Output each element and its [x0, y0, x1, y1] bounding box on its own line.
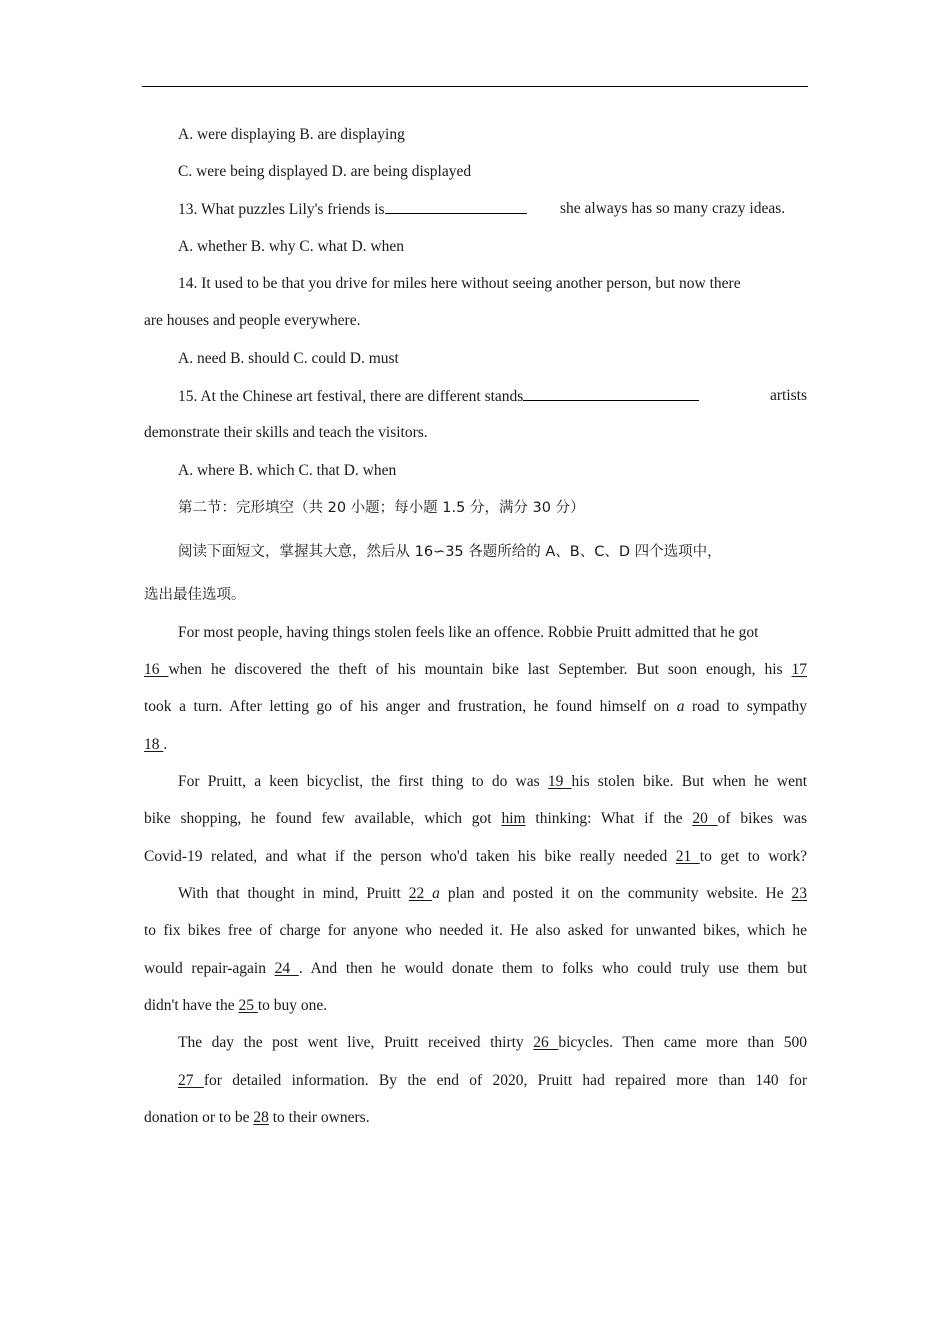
passage-p3-line4 — [144, 996, 807, 1016]
italic-article: a — [432, 885, 440, 902]
q14-stem-line2: are houses and people everywhere. — [144, 312, 361, 329]
passage-text: his stolen bike. But when he went — [571, 773, 808, 790]
q15-stem — [178, 386, 807, 407]
passage-p3-line2: to fix bikes free of charge for anyone who needed it. He also asked for unwanted bikes, which he — [144, 922, 807, 939]
passage-p3-line1 — [178, 884, 807, 904]
passage-p4-line3 — [144, 1108, 807, 1128]
passage-text: to buy one. — [257, 997, 328, 1014]
passage-text: . — [163, 736, 168, 753]
passage-p1-line4 — [144, 735, 807, 755]
passage-p3-line3 — [144, 959, 807, 979]
passage-text: road to sympathy — [692, 698, 807, 715]
passage-text: of bikes was — [717, 810, 808, 827]
q15-stem-after: artists — [769, 387, 807, 404]
blank-20: 20 — [692, 810, 718, 827]
section2-instruction-line1: 阅读下面短文，掌握其大意，然后从 16∽35 各题所给的 A、B、C、D 四个选项中， — [178, 544, 722, 560]
section2-heading: 第二节：完形填空（共 20 小题；每小题 1.5 分，满分 30 分） — [178, 500, 585, 516]
passage-text: donation or to be — [144, 1109, 250, 1126]
passage-p2-line1 — [178, 772, 807, 792]
passage-text: for detailed information. By the end of 2020, Pruitt had repaired more than 140 for — [203, 1072, 807, 1089]
blank-19: 19 — [547, 773, 572, 790]
passage-text: to their owners. — [272, 1109, 370, 1126]
passage-text: The day the post went live, Pruitt received thirty — [178, 1034, 524, 1051]
q14-stem-line1: 14. It used to be that you drive for miles here without seeing another person, but now there — [178, 275, 741, 292]
passage-text: took a turn. After letting go of his anger and frustration, he found himself on — [144, 698, 670, 715]
q12-options-line2: C. were being displayed D. are being displayed — [178, 163, 472, 180]
blank-23: 23 — [791, 885, 808, 902]
passage-p1-line3 — [144, 697, 807, 717]
q13-stem-before: 13. What puzzles Lily's friends is — [178, 201, 385, 218]
passage-text: would repair-again — [144, 960, 266, 977]
underlined-him: him — [501, 810, 526, 827]
passage-p2-line2 — [144, 809, 807, 829]
q15-options: A. where B. which C. that D. when — [178, 462, 397, 479]
passage-text: to get to work? — [699, 848, 807, 865]
header-rule — [142, 86, 808, 87]
q15-stem-line2: demonstrate their skills and teach the visitors. — [144, 424, 428, 441]
blank-28: 28 — [253, 1109, 269, 1126]
passage-text: plan and posted it on the community website. He — [447, 885, 784, 902]
passage-text: Covid-19 related, and what if the person who'd taken his bike really needed — [144, 848, 668, 865]
passage-text: bicycles. Then came more than 500 — [558, 1034, 807, 1051]
blank-22: 22 — [408, 885, 433, 902]
blank-27: 27 — [178, 1072, 204, 1089]
passage-p1-line1: For most people, having things stolen feels like an offence. Robbie Pruitt admitted that he got — [178, 624, 759, 641]
section2-instruction-line2: 选出最佳选项。 — [144, 587, 246, 603]
q14-options: A. need B. should C. could D. must — [178, 350, 399, 367]
passage-text: With that thought in mind, Pruitt — [178, 885, 401, 902]
passage-p2-line3 — [144, 847, 807, 867]
passage-text: when he discovered the theft of his mountain bike last September. But soon enough, his — [168, 661, 783, 678]
q15-stem-before: 15. At the Chinese art festival, there are different stands — [178, 388, 524, 405]
q13-stem — [178, 199, 807, 220]
q15-answer-blank — [523, 386, 699, 401]
passage-p4-line2 — [178, 1071, 807, 1091]
blank-21: 21 — [675, 848, 700, 865]
blank-16: 16 — [144, 661, 169, 678]
passage-text: thinking: What if the — [535, 810, 683, 827]
passage-p1-line2 — [144, 660, 807, 680]
passage-text: For Pruitt, a keen bicyclist, the first thing to do was — [178, 773, 540, 790]
blank-24: 24 — [274, 960, 299, 977]
q13-answer-blank — [385, 199, 527, 214]
blank-17: 17 — [791, 661, 808, 678]
blank-18: 18 — [144, 736, 164, 753]
italic-article: a — [676, 698, 685, 715]
q13-options: A. whether B. why C. what D. when — [178, 238, 405, 255]
q13-stem-after: she always has so many crazy ideas. — [560, 200, 786, 217]
passage-text: didn't have the — [144, 997, 235, 1014]
passage-p4-line1 — [178, 1033, 807, 1053]
blank-25: 25 — [238, 997, 258, 1014]
q12-options-line1: A. were displaying B. are displaying — [178, 126, 405, 143]
passage-text: bike shopping, he found few available, which got — [144, 810, 492, 827]
blank-26: 26 — [533, 1034, 559, 1051]
passage-text: . And then he would donate them to folks who could truly use them but — [298, 960, 808, 977]
